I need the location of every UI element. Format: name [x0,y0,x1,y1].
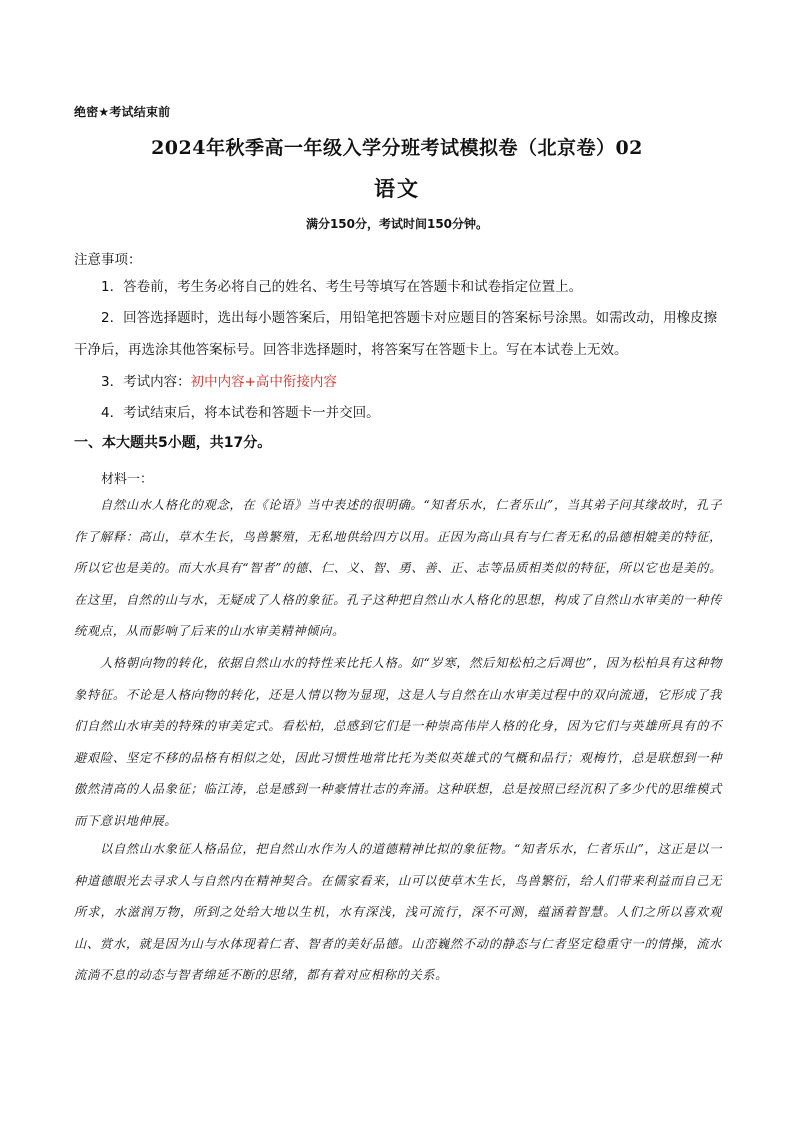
subject-title: 语文 [374,176,420,201]
notes-heading: 注意事项： [74,252,142,268]
material-label: 材料一： [101,472,154,487]
material-paragraph-1: 自然山水人格化的观念，在《论语》当中表述的很明确。“知者乐水，仁者乐山”，当其弟子问其缘故时，孔子作了解释：高山，草木生长，鸟兽繁殖，无私地供给四方以用。正因为高山具有与仁者无私的品德相媲美的特征，所以它也是美的。而大水具有“智者”的德、仁、义、智、勇、善、正、志等品质相类似的特征，所以它也是美的。在这里，自然的山与水，无疑成了人格的象征。孔子这种把自然山水人格化的思想，构成了自然山水审美的一种传统观点，从而影响了后来的山水审美精神倾向。 [74,498,722,638]
note-item-1: 1．答卷前，考生务必将自己的姓名、考生号等填写在答题卡和试卷指定位置上。 [101,279,583,295]
score-info: 满分150分，考试时间150分钟。 [305,217,489,231]
material-paragraph-3: 以自然山水象征人格品位，把自然山水作为人的道德精神比拟的象征物。“知者乐水，仁者乐山”，这正是以一种道德眼光去寻求人与自然内在精神契合。在儒家看来，山可以使草木生长，鸟兽繁衍，给人们带来利益而自己无所求，水滋润万物，所到之处给大地以生机，水有深浅，浅可流行，深不可测，蕴涵着智慧。人们之所以喜欢观山、赏水，就是因为山与水体现着仁者、智者的美好品德。山峦巍然不动的静态与仁者坚定稳重守一的情操，流水流淌不息的动态与智者绵延不断的思绪，都有着对应相称的关系。 [74,842,722,982]
exam-title: 2024年秋季高一年级入学分班考试模拟卷（北京卷）02 [151,137,643,159]
confidential-label: 绝密★考试结束前 [74,105,171,119]
section-heading: 一、本大题共5小题，共17分。 [74,435,272,451]
note-item-4: 4．考试结束后，将本试卷和答题卡一并交回。 [101,405,380,421]
note-item-3 [74,366,722,398]
material-paragraph-2: 人格朝向物的转化，依据自然山水的特性来比托人格。如“岁寒，然后知松柏之后凋也”，因为松柏具有这种物象特征。不论是人格向物的转化，还是人情以物为显现，这是人与自然在山水审美过程中的双向流通，它形成了我们自然山水审美的特殊的审美定式。看松柏，总感到它们是一种崇高伟岸人格的化身，因为它们与英雄所具有的不避艰险、坚定不移的品格有相似之处，因此习惯性地常比托为类似英雄式的气概和品行；观梅竹，总是联想到一种傲然清高的人品象征；临江涛，总是感到一种豪情壮志的奔涌。这种联想，总是按照已经沉积了多少代的思维模式而下意识地伸展。 [74,656,722,828]
note-item-3-prefix: 3．考试内容： [101,374,191,390]
note-item-3-highlight: 初中内容+高中衔接内容 [190,374,337,390]
note-item-2: 2．回答选择题时，选出每小题答案后，用铅笔把答题卡对应题目的答案标号涂黑。如需改动，用橡皮擦干净后，再选涂其他答案标号。回答非选择题时，将答案写在答题卡上。写在本试卷上无效。 [74,310,718,358]
